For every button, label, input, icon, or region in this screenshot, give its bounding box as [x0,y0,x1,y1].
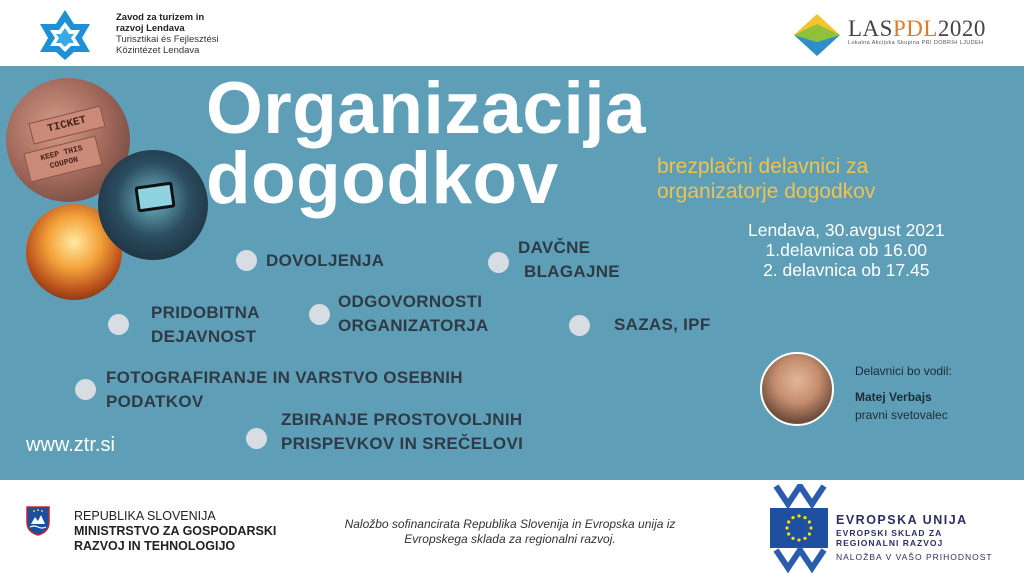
topic-line: DAVČNE [518,238,591,257]
ministry-line-1: REPUBLIKA SLOVENIJA [74,509,216,523]
subtitle-line-2: organizatorje dogodkov [657,180,876,203]
topic-line: BLAGAJNE [524,262,620,281]
las-title [848,16,986,42]
topic-line: DEJAVNOST [151,327,257,346]
event-date: Lendava, 30.avgust 2021 [748,220,945,240]
topic-dovoljenja [266,249,384,273]
speaker-avatar [760,352,834,426]
ministry-line-2: MINISTRSTVO ZA GOSPODARSKI [74,524,277,538]
topic-bullet [309,304,330,325]
subtitle [657,154,875,204]
topic-line: ODGOVORNOSTI [338,292,483,311]
main-title [206,68,647,219]
ministry-line-3: RAZVOJ IN TEHNOLOGIJO [74,539,236,553]
eu-fund [836,528,996,548]
phone-screen [134,181,175,212]
topic-bullet [236,250,257,271]
las-title-a: LAS [848,16,893,41]
eu-stars-icon [770,508,828,548]
ticket-label: TICKET [28,105,105,144]
topic-line: PODATKOV [106,392,204,411]
funding-line-2: Evropskega sklada za regionalni razvoj. [404,532,616,546]
slovenia-crest-icon [26,506,50,536]
ztr-line-2: razvoj Lendava [116,23,185,34]
topic-fotografiranje [106,366,463,414]
topic-line: ORGANIZATORJA [338,316,489,335]
coupon-label: KEEP THIS COUPON [23,135,102,182]
las-title-c: 2020 [937,16,986,41]
topic-line: ZBIRANJE PROSTOVOLJNIH [281,410,523,429]
topic-odgovornosti [338,290,489,338]
topic-bullet [488,252,509,273]
event-session-2: 2. delavnica ob 17.45 [763,260,930,280]
ztr-line-3: Turisztikai és Fejlesztési [116,34,219,45]
title-line-2: dogodkov [206,138,559,219]
funding-line-1: Naložbo sofinancirata Republika Slovenija in Evropska unija iz [344,517,676,531]
eu-fund-line-1: EVROPSKI SKLAD ZA [836,528,943,538]
funding-notice [300,517,720,547]
topic-pridobitna-dejavnost [151,301,260,349]
eu-title: EVROPSKA UNIJA [836,513,968,527]
ztr-line-1: Zavod za turizem in [116,12,205,23]
ztr-org-name [116,12,219,56]
topic-line: PRISPEVKOV IN SREČELOVI [281,434,524,453]
eu-fund-line-2: REGIONALNI RAZVOJ [836,538,944,548]
topic-line: FOTOGRAFIRANJE IN VARSTVO OSEBNIH [106,368,463,387]
event-details [748,220,945,280]
event-session-1: 1.delavnica ob 16.00 [765,240,928,260]
phone-photo [98,150,208,260]
las-diamond-logo-icon [792,12,842,58]
eu-slogan: NALOŽBA V VAŠO PRIHODNOST [836,552,993,562]
speaker-label: Delavnici bo vodil: [855,364,952,378]
topic-line: PRIDOBITNA [151,303,260,322]
topic-line: DOVOLJENJA [266,251,385,270]
topic-bullet [108,314,129,335]
speaker-role: pravni svetovalec [855,408,948,422]
topic-bullet [246,428,267,449]
topic-bullet [569,315,590,336]
ztr-line-4: Közintézet Lendava [116,45,200,56]
website-link[interactable]: www.ztr.si [26,434,115,456]
las-title-b: PDL [892,16,938,41]
eu-flag [770,508,828,548]
topic-zbiranje [281,408,523,456]
speaker-name: Matej Verbajs [855,390,932,404]
ztr-star-logo-icon [34,8,96,62]
subtitle-line-1: brezplačni delavnici za [657,155,869,178]
header [0,0,1024,66]
topic-davcne-blagajne [518,236,620,284]
title-line-1: Organizacija [206,68,647,149]
las-subtitle: Lokalna Akcijska Skupina PRI DOBRIH LJUDEH [848,40,984,46]
topic-bullet [75,379,96,400]
topic-sazas-ipf [614,313,711,337]
topic-line: SAZAS, IPF [614,315,711,334]
